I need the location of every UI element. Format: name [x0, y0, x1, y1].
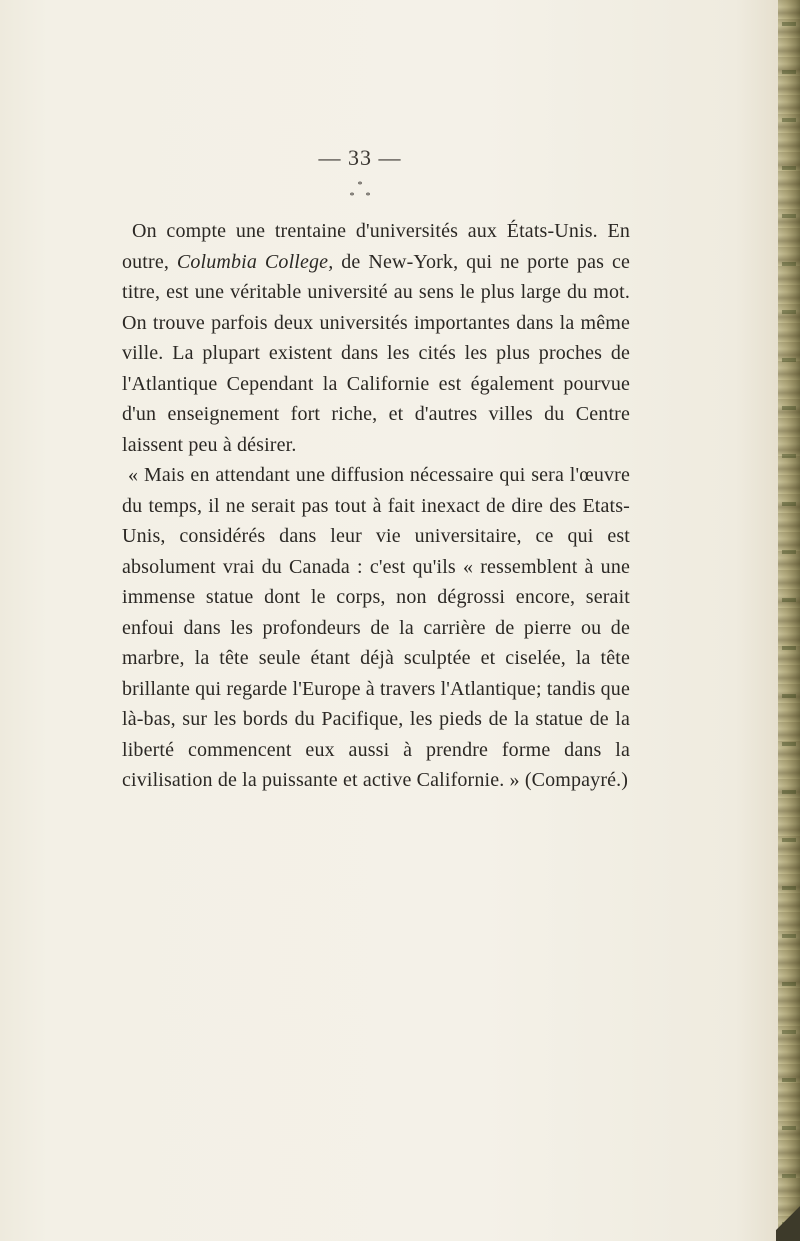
paragraph-1-part-1: On compte une trentaine d'universités aux États-Unis. En outre, [122, 220, 630, 273]
binding-edge [778, 0, 800, 1241]
asterism-top-star: * [357, 180, 363, 191]
asterism-right-star: * [365, 191, 371, 202]
paragraph-universities [122, 216, 630, 460]
paragraph-1-part-2: de New-York, qui ne porte pas ce titre, est une véritable université au sens le plus large du mot. On trouve parfois deux universités importantes dans la même ville. La plupart existent dans les cités les plus proches de l'Atlantique Cependant la Californie est également pourvue d'un enseignement fort riche, et d'autres villes du Centre laissent peu à désirer. [122, 250, 630, 456]
body-text [122, 216, 630, 796]
columbia-college-italic: Columbia College, [176, 250, 334, 273]
asterism-separator [320, 180, 400, 206]
asterism-left-star: * [349, 191, 355, 202]
corner-fold [776, 1201, 800, 1241]
paragraph-compayre-quote: « Mais en attendant une diffusion nécessaire qui sera l'œuvre du temps, il ne serait pas tout à fait inexact de dire des Etats-Unis, considérés dans leur vie universitaire, ce qui est absolument vrai du Canada : c'est qu'ils « ressemblent à une immense statue dont le corps, non dégrossi encore, serait enfoui dans les profondeurs de la carrière de pierre ou de marbre, la tête seule étant déjà sculptée et ciselée, la tête brillante qui regarde l'Europe à travers l'Atlantique; tandis que là-bas, sur les bords du Pacifique, les pieds de la statue de la liberté commencent eux aussi à prendre forme dans la civilisation de la puissante et active Californie. » (Compayré.) [122, 464, 630, 791]
page-number: — 33 — [318, 145, 402, 170]
